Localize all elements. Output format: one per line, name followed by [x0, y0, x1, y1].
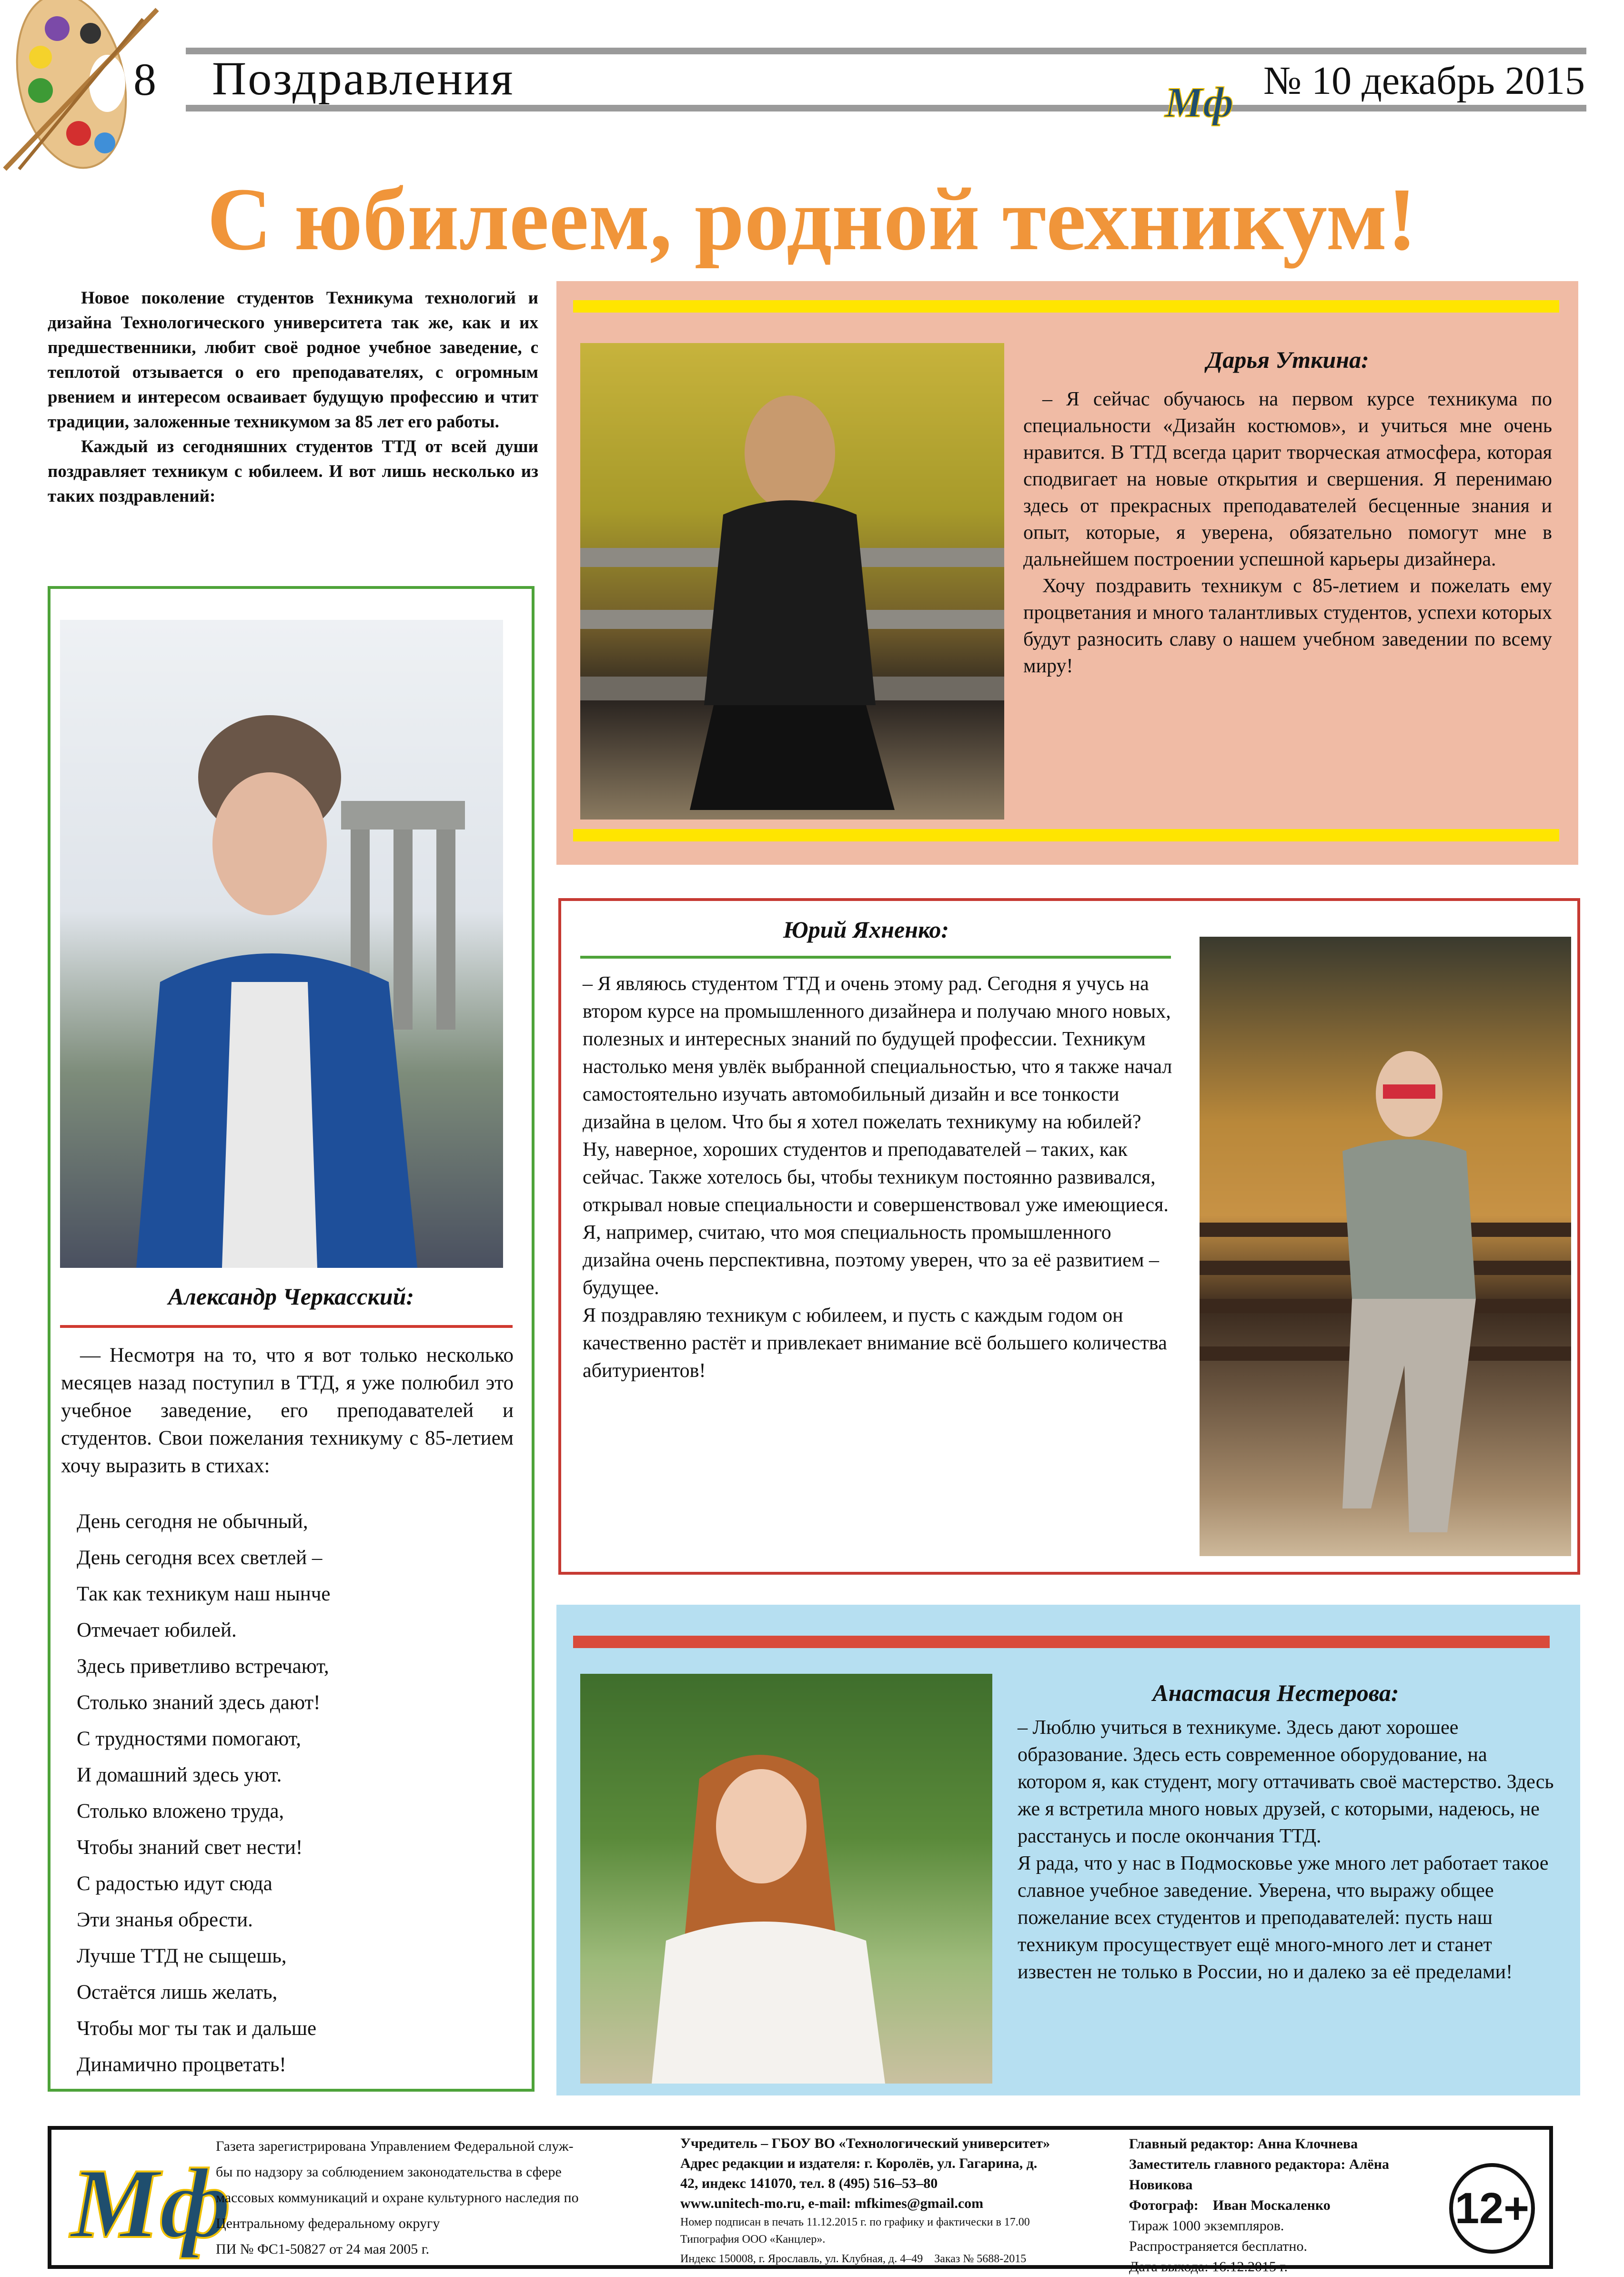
mf-logo-icon	[1162, 71, 1234, 133]
poem-line: День сегодня всех светлей –	[77, 1547, 323, 1569]
decorative-bar-top	[573, 1636, 1550, 1648]
publisher-info	[680, 2134, 1133, 2270]
darya-paragraph: Хочу поздравить техникум с 85-летием и пожелать ему процветания и много талантливых студентов, успехи которых будут разносить славу о нашем учебном заведении по всему миру!	[1023, 575, 1552, 677]
staff-line: Фотограф: Иван Москаленко	[1129, 2197, 1331, 2213]
alexander-card	[48, 586, 535, 2092]
section-title: Поздравления	[212, 52, 514, 105]
circulation-line: Распространяется бесплатно.	[1129, 2238, 1307, 2254]
poem-line: Лучше ТТД не сыщешь,	[77, 1945, 287, 1967]
poem-line: Отмечает юбилей.	[77, 1619, 237, 1641]
registration-line: ПИ № ФС1-50827 от 24 мая 2005 г.	[216, 2241, 430, 2257]
yuri-silhouette-icon	[1200, 937, 1571, 1556]
anastasia-photo	[580, 1674, 992, 2084]
yuri-card	[558, 898, 1580, 1575]
circulation-line: Тираж 1000 экземпляров.	[1129, 2218, 1284, 2234]
intro-paragraph: Каждый из сегодняшних студентов ТТД от всей души поздравляет техникум с юбилеем. И вот лишь несколько из таких поздравлений:	[48, 437, 538, 506]
poem-line: И домашний здесь уют.	[77, 1764, 282, 1786]
poem-line: Здесь приветливо встречают,	[77, 1655, 329, 1678]
darya-card	[556, 281, 1578, 865]
name-underline	[580, 956, 1171, 959]
anastasia-paragraph: – Люблю учиться в техникуме. Здесь дают хорошее образование. Здесь есть современное оборудование, на котором я, как студент, могу оттачивать своё мастерство. Здесь же я встретила много новых друзей, с которыми, надеюсь, не расстанусь и после окончания ТТД.	[1018, 1717, 1554, 1847]
anastasia-silhouette-icon	[580, 1674, 992, 2084]
poem-line: С трудностями помогают,	[77, 1728, 301, 1750]
anastasia-name: Анастасия Нестерова:	[1152, 1680, 1399, 1706]
darya-paragraph: – Я сейчас обучаюсь на первом курсе техникума по специальности «Дизайн костюмов», и учиться мне очень нравится. В ТТД всегда царит творческая атмосфера, которая сподвигает на новые открытия и свершения. Я перенимаю здесь от прекрасных преподавателей бесценные знания и опыт, которые, я уверена, обязательно помогут мне в дальнейшем построении успешной карьеры дизайнера.	[1023, 388, 1552, 570]
publisher-line: Учредитель – ГБОУ ВО «Технологический университет»	[680, 2135, 1050, 2151]
anastasia-card	[556, 1605, 1580, 2095]
circulation-line: Дата выхода: 16.12.2015 г.	[1129, 2259, 1288, 2275]
decorative-bar-top	[573, 300, 1559, 313]
anastasia-paragraph: Я рада, что у нас в Подмосковье уже много лет работает такое славное учебное заведение. Уверена, что выражу общее пожелание всех студентов и преподавателей: пусть наш техникум просуществует ещё много-много лет и станет известен не только в России, но и далеко за её пределами!	[1018, 1852, 1549, 1983]
registration-line: Газета зарегистрирована Управлением Федеральной служ-	[216, 2138, 574, 2154]
print-line: Номер подписан в печать 11.12.2015 г. по графику и фактически в 17.00	[680, 2216, 1030, 2228]
yuri-quote	[583, 970, 1173, 1385]
poem-line: Столько знаний здесь дают!	[77, 1691, 321, 1714]
age-rating-badge: 12+	[1449, 2163, 1535, 2254]
darya-photo	[580, 343, 1004, 820]
paint-palette-icon	[0, 0, 200, 172]
yuri-paragraph: – Я являюсь студентом ТТД и очень этому рад. Сегодня я учусь на втором курсе на промышленного дизайнера и получаю много новых, полезных и интересных знаний по будущей профессии. Техникум настолько меня увлёк выбранной специальностью, что я также начал самостоятельно изучать автомобильный дизайн и все тонкости дизайна в целом. Что бы я хотел пожелать техникуму на юбилей? Ну, наверное, хороших студентов и преподавателей – таких, как сейчас. Также хотелось бы, чтобы техникум постоянно развивался, открывал новые специальности и совершенствовал уже имеющиеся. Я, например, считаю, что моя специальность промышленного дизайна очень перспективна, поэтому уверен, что за её развитием – будущее.	[583, 973, 1172, 1299]
publisher-line: Адрес редакции и издателя: г. Королёв, ул. Гагарина, д.	[680, 2156, 1038, 2171]
publisher-line: 42, индекс 141070, тел. 8 (495) 516–53–80	[680, 2176, 938, 2191]
intro-paragraph: Новое поколение студентов Техникума технологий и дизайна Технологического университета так же, как и их предшественники, любит своё родное учебное заведение, с теплотой отзывается о его преподавателях, с огромным рвением и интересом осваивает будущую профессию и чтит традиции, заложенные техникумом за 85 лет его работы.	[48, 288, 538, 432]
poem-line: Так как техникум наш нынче	[77, 1583, 331, 1605]
publisher-line: www.unitech-mo.ru, e-mail: mfkimes@gmail.com	[680, 2196, 984, 2211]
poem-line: Столько вложено труда,	[77, 1800, 284, 1822]
yuri-name: Юрий Яхненко:	[783, 916, 949, 943]
registration-line: Центральному федеральному округу	[216, 2216, 440, 2231]
decorative-bar-bottom	[573, 829, 1559, 841]
alexander-silhouette-icon	[60, 620, 503, 1268]
registration-line: бы по надзору за соблюдением законодательства в сфере	[216, 2164, 562, 2180]
poem-line: Чтобы знаний свет нести!	[77, 1836, 303, 1859]
mf-logo-text: Мф	[1165, 79, 1234, 126]
poem-line: Чтобы мог ты так и дальше	[77, 2017, 317, 2040]
yuri-paragraph: Я поздравляю техникум с юбилеем, и пусть с каждым годом он качественно растёт и привлекает внимание всё большего количества абитуриентов!	[583, 1305, 1167, 1382]
print-line: Типография ООО «Канцлер».	[680, 2233, 826, 2246]
poem-line: Эти знанья обрести.	[77, 1909, 253, 1931]
alexander-poem	[77, 1504, 330, 2083]
anastasia-quote	[1018, 1714, 1561, 1986]
darya-name: Дарья Уткина:	[1206, 346, 1369, 373]
mf-logo-large-icon	[66, 2142, 232, 2259]
masthead-footer	[48, 2126, 1553, 2275]
alexander-photo	[60, 620, 503, 1268]
poem-line: Динамично процветать!	[77, 2054, 286, 2076]
darya-silhouette-icon	[580, 343, 1004, 820]
alexander-name: Александр Черкасский:	[168, 1283, 414, 1310]
headline: С юбилеем, родной техникум!	[207, 169, 1417, 269]
alexander-paragraph: — Несмотря на то, что я вот только несколько месяцев назад поступил в ТТД, я уже полюбил это учебное заведение, его преподавателей и студентов. Свои пожелания техникуму с 85-летием хочу выразить в стихах:	[61, 1344, 514, 1477]
staff-line: Заместитель главного редактора: Алёна Новикова	[1129, 2156, 1390, 2193]
alexander-quote	[61, 1342, 514, 1480]
poem-line: День сегодня не обычный,	[77, 1510, 308, 1533]
intro-text	[48, 286, 538, 509]
header-rule-bottom	[186, 105, 1586, 111]
issue-info: № 10 декабрь 2015	[1263, 59, 1585, 103]
staff-info	[1129, 2134, 1434, 2277]
poem-line: Остаётся лишь желать,	[77, 1981, 278, 2004]
poem-line: С радостью идут сюда	[77, 1872, 272, 1895]
registration-line: массовых коммуникаций и охране культурного наследия по	[216, 2190, 579, 2206]
staff-line: Главный редактор: Анна Клочнева	[1129, 2136, 1358, 2152]
name-underline	[60, 1325, 513, 1328]
print-line: Индекс 150008, г. Ярославль, ул. Клубная, д. 4–49 Заказ № 5688-2015	[680, 2253, 1027, 2265]
darya-quote	[1023, 386, 1552, 679]
registration-info	[216, 2134, 673, 2262]
mf-logo-large-text: Мф	[71, 2148, 232, 2259]
yuri-photo	[1200, 937, 1571, 1556]
page-number: 8	[133, 54, 156, 105]
